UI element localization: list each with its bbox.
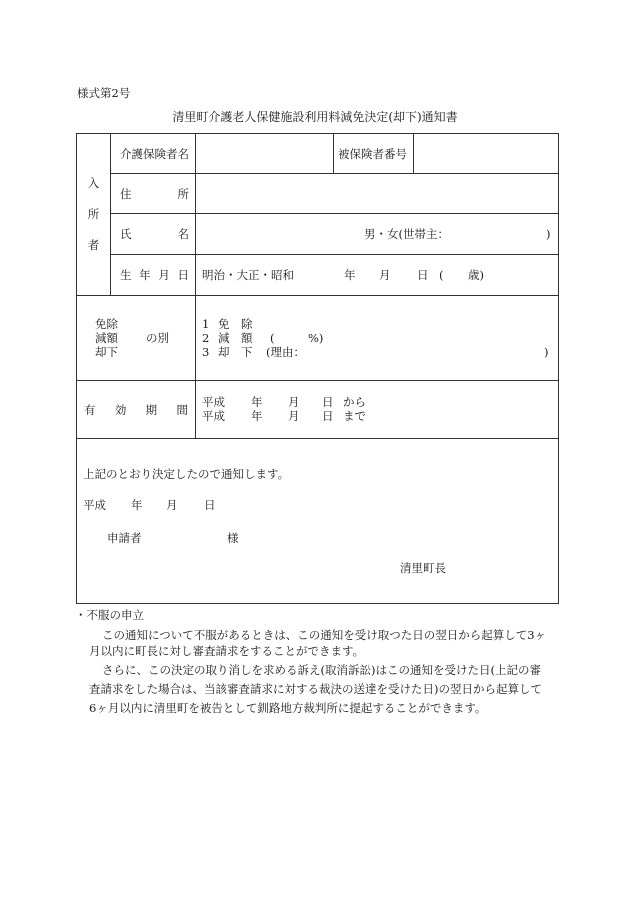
gender-text: 男・女(世帯主：	[364, 227, 449, 241]
address-field[interactable]	[196, 174, 559, 214]
from-day: 日	[322, 395, 334, 409]
objection-line: 査請求をした場合は、当該審査請求に対する裁決の送達を受けた日)の翌日から起算して	[89, 682, 542, 696]
notice-statement: 上記のとおり決定したので通知します。	[83, 467, 290, 481]
birth-date-label: 生 年 月 日	[111, 255, 196, 296]
from-era: 平成	[202, 395, 225, 409]
option-1-number: 1	[202, 317, 210, 331]
objection-line: この通知について不服があるときは、この通知を受け取つた日の翌日から起算して3ヶ	[102, 628, 547, 642]
applicant-honorific: 様	[227, 531, 239, 545]
to-year: 年	[251, 409, 263, 423]
decision-options	[196, 296, 559, 381]
notice-date-year: 年	[131, 498, 143, 512]
from-month: 月	[288, 395, 300, 409]
insured-name-field[interactable]	[196, 134, 334, 174]
option-3-number: 3	[202, 345, 210, 359]
insured-name-label: 介護保険者名	[111, 134, 196, 174]
insured-number-label: 被保険者番号	[334, 134, 414, 174]
option-rejection[interactable]: 却 下	[218, 345, 253, 359]
issuer: 清里町長	[400, 561, 446, 575]
birth-month-unit: 月	[379, 268, 391, 282]
objection-line: さらに、この決定の取り消しを求める訴え(取消訴訟)はこの通知を受けた日(上記の審	[102, 663, 541, 677]
notice-box	[77, 439, 559, 604]
validity-period-field[interactable]	[196, 381, 559, 439]
from-year: 年	[251, 395, 263, 409]
objection-line: 6ヶ月以内に清里町を被告として釧路地方裁判所に提起することができます。	[89, 701, 487, 715]
gender-close: )	[546, 227, 551, 241]
name-field[interactable]	[196, 214, 559, 255]
decision-type-label: 免除 減額 却下 の別	[77, 296, 196, 381]
to-suffix: まで	[343, 409, 366, 423]
notification-form-table	[76, 133, 559, 604]
reduction-percent: %)	[308, 331, 324, 345]
age-unit: 歳)	[468, 268, 484, 282]
option-exemption[interactable]: 免 除	[218, 317, 253, 331]
document-title: 清里町介護老人保健施設利用料減免決定(却下)通知書	[172, 110, 458, 124]
option-2-number: 2	[202, 331, 210, 345]
form-number: 様式第2号	[77, 86, 131, 100]
reduction-paren: (	[270, 331, 275, 345]
notice-date-month: 月	[166, 498, 178, 512]
objection-line: 月以内に町長に対し審査請求をすることができます。	[89, 644, 365, 658]
name-label: 氏 名	[111, 214, 196, 255]
validity-period-label: 有 効 期 間	[77, 381, 196, 439]
birth-date-field[interactable]	[196, 255, 559, 296]
rejection-reason-label: (理由：	[266, 345, 305, 359]
rejection-reason-close: )	[544, 345, 549, 359]
birth-day-unit: 日	[417, 268, 429, 282]
applicant-label: 申請者	[107, 531, 142, 545]
address-label: 住 所	[111, 174, 196, 214]
insured-number-field[interactable]	[414, 134, 559, 174]
birth-year-unit: 年	[344, 268, 356, 282]
notice-date-day: 日	[204, 498, 216, 512]
to-era: 平成	[202, 409, 225, 423]
to-month: 月	[288, 409, 300, 423]
age-open: (	[439, 268, 444, 282]
notice-date-era: 平成	[83, 498, 106, 512]
option-reduction[interactable]: 減 額	[218, 331, 253, 345]
to-day: 日	[322, 409, 334, 423]
era-options: 明治・大正・昭和	[202, 268, 294, 282]
from-suffix: から	[343, 395, 366, 409]
objection-heading: ・不服の申立	[75, 608, 144, 622]
resident-group-label: 入 所 者	[77, 134, 111, 296]
